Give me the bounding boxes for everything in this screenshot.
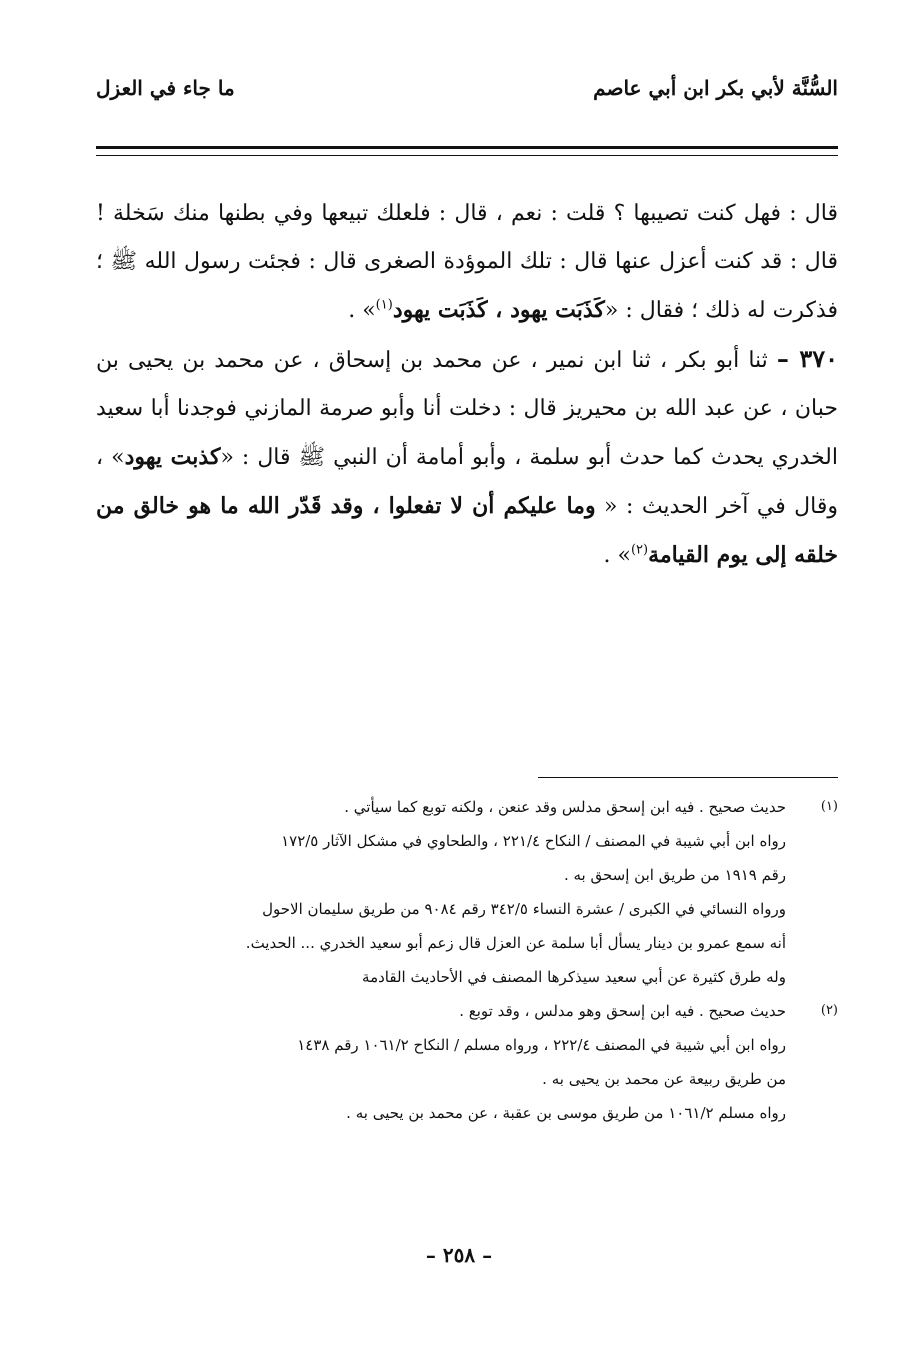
running-header xyxy=(96,66,838,110)
footnote-body xyxy=(96,994,786,1130)
footnote-ref-2[interactable]: (٢) xyxy=(630,542,649,558)
footnote-separator xyxy=(538,777,838,778)
footnote-ref-1[interactable]: (١) xyxy=(375,297,393,313)
paragraph-continuation xyxy=(96,190,838,335)
footnote-line: حديث صحيح . فيه ابن إسحق وهو مدلس ، وقد توبع . xyxy=(459,1002,786,1020)
footnotes xyxy=(96,790,838,1130)
footnote-line: رواه مسلم ١٠٦١/٢ من طريق موسى بن عقبة ، عن محمد بن يحيى به . xyxy=(346,1104,786,1122)
hadith-370 xyxy=(96,335,838,580)
footnote-1 xyxy=(96,790,838,994)
footnote-line: ورواه النسائي في الكبرى / عشرة النساء ٣٤٢/٥ رقم ٩٠٨٤ من طريق سليمان الاحول xyxy=(262,900,786,918)
hadith-text-mid: » ، وقال في آخر الحديث : « xyxy=(96,445,839,519)
hadith-text: ثنا أبو بكر ، ثنا ابن نمير ، عن محمد بن إسحاق ، عن محمد بن يحيى بن حبان ، عن عبد الله بن محيريز قال : دخلت أنا وأبو صرمة المازني فوجدنا أبا سعيد الخدري يحدث كما حدث أبو سلمة ، وأبو أمامة أن النبي ﷺ قال : « xyxy=(96,348,838,470)
main-text xyxy=(96,190,838,580)
page-number: – ٢٥٨ – xyxy=(425,1243,493,1267)
hadith-number: ٣٧٠ – xyxy=(776,344,838,373)
paragraph-text: قال : فهل كنت تصيبها ؟ قلت : نعم ، قال : فلعلك تبيعها وفي بطنها منك سَخلة ! قال : قد كنت أعزل عنها قال : تلك الموؤدة الصغرى قال : فجئت رسول الله ﷺ ؛ فذكرت له ذلك ؛ فقال : « xyxy=(96,201,838,323)
footnote-line: رواه ابن أبي شيبة في المصنف / النكاح ٢٢١/٤ ، والطحاوي في مشكل الآثار ١٧٢/٥ xyxy=(281,832,786,850)
prophet-quote-1: كذبت يهود xyxy=(124,444,221,470)
footnote-number: (١) xyxy=(820,799,838,814)
footnote-2 xyxy=(96,994,838,1130)
prophet-quote-2: وما عليكم أن لا تفعلوا ، وقد قَدّر الله ما هو خالق من خلقه إلى يوم القيامة xyxy=(96,493,838,568)
footnote-number: (٢) xyxy=(820,1003,838,1018)
footnote-line: من طريق ربيعة عن محمد بن يحيى به . xyxy=(542,1070,786,1088)
footnote-body xyxy=(96,790,786,994)
footnote-line: حديث صحيح . فيه ابن إسحق مدلس وقد عنعن ، ولكنه توبع كما سيأتي . xyxy=(344,798,786,816)
book-title: السُّنَّة لأبي بكر ابن أبي عاصم xyxy=(593,76,838,100)
footnote-line: رقم ١٩١٩ من طريق ابن إسحق به . xyxy=(563,866,786,884)
footnote-line: وله طرق كثيرة عن أبي سعيد سيذكرها المصنف في الأحاديث القادمة xyxy=(362,968,786,986)
footnote-line: رواه ابن أبي شيبة في المصنف ٢٢٢/٤ ، ورواه مسلم / النكاح ١٠٦١/٢ رقم ١٤٣٨ xyxy=(297,1036,786,1054)
prophet-quote: كَذَبَت يهود ، كَذَبَت يهود xyxy=(392,297,605,323)
header-rule-thin xyxy=(96,155,838,156)
header-rule-thick xyxy=(96,146,838,149)
footnote-line: أنه سمع عمرو بن دينار يسأل أبا سلمة عن العزل قال زعم أبو سعيد الخدري ... الحديث. xyxy=(245,934,786,952)
quote-close: » . xyxy=(348,298,376,323)
chapter-title: ما جاء في العزل xyxy=(96,76,235,100)
quote-close: » . xyxy=(603,543,631,568)
